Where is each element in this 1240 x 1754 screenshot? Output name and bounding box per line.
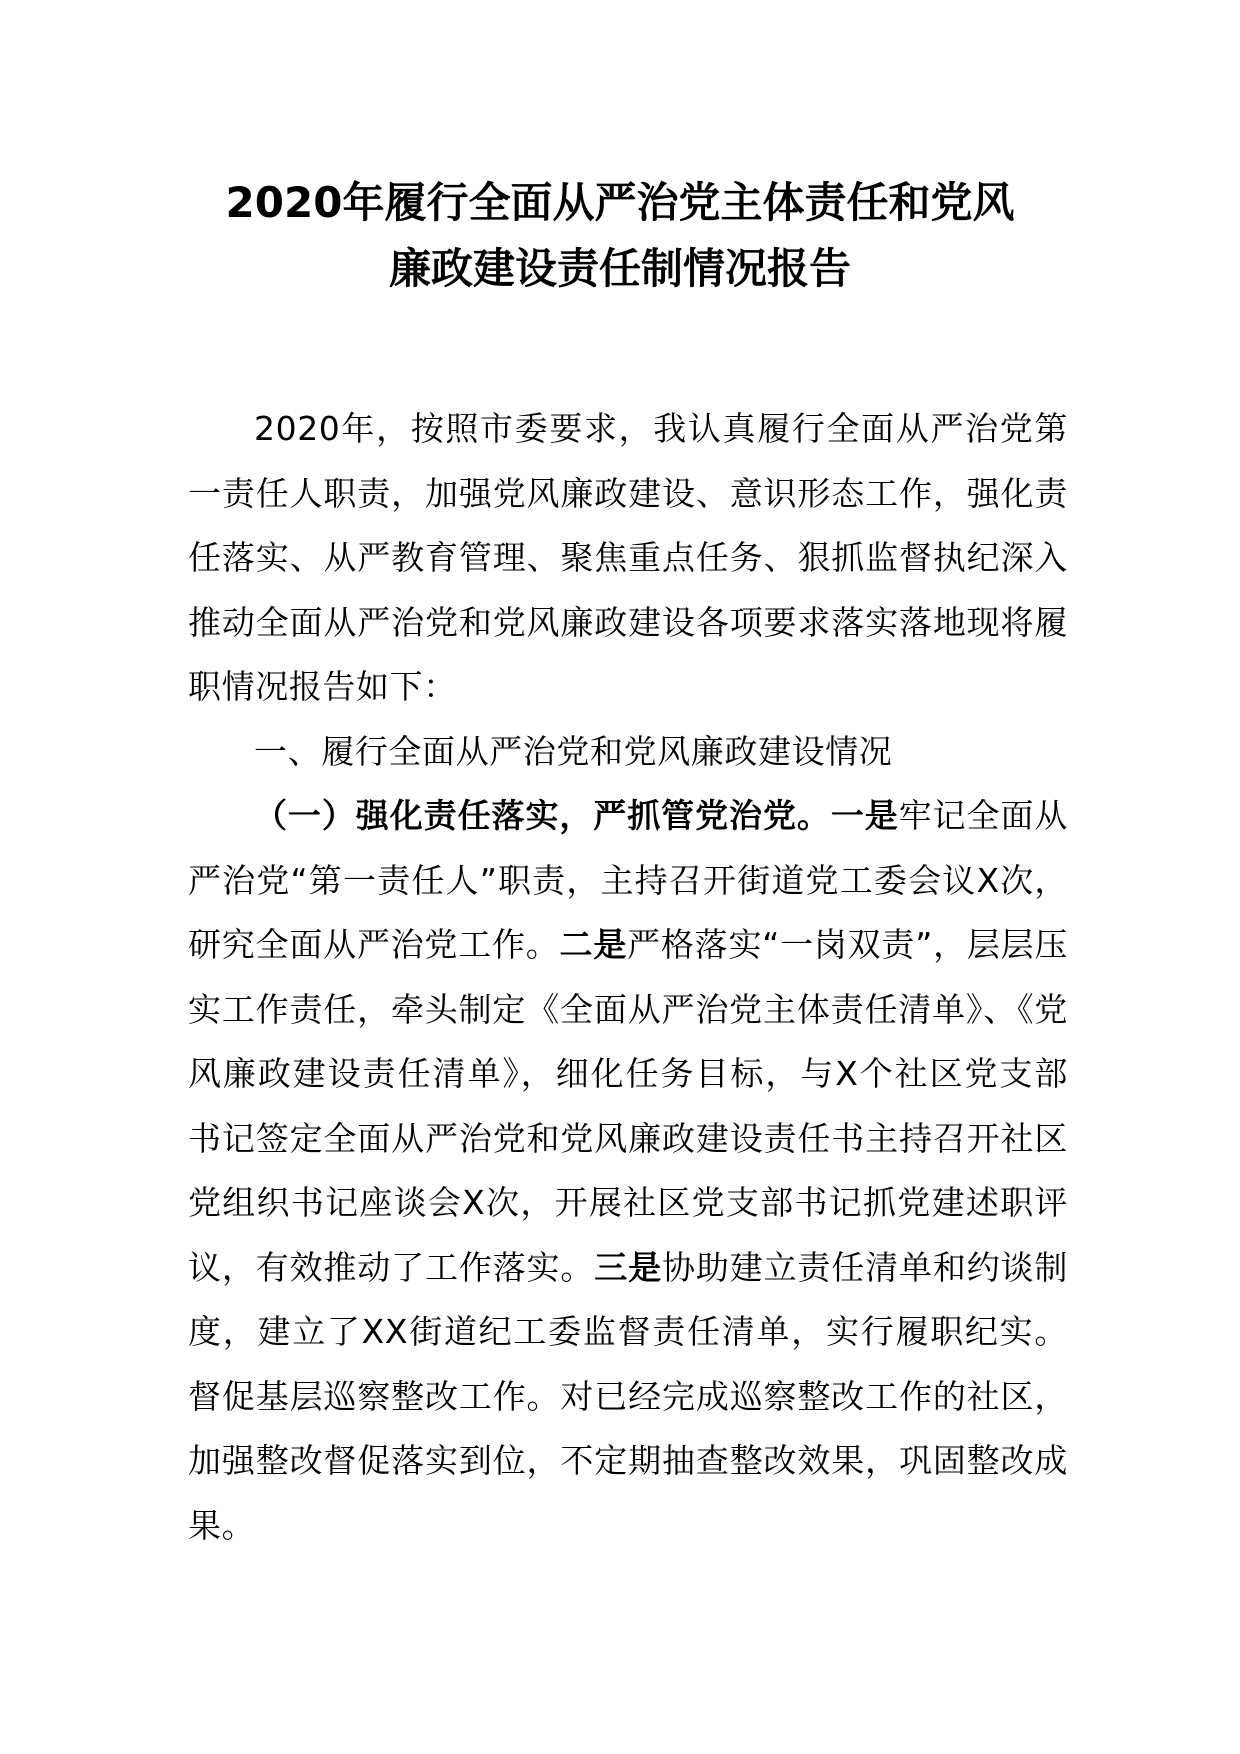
point-1-label: 一是 xyxy=(830,796,899,835)
section-heading-1: 一、履行全面从严治党和党风廉政建设情况 xyxy=(254,731,893,771)
point-3-label: 三是 xyxy=(594,1247,662,1287)
point-1-text: 牢记全面从严治党“第一责任人”职责，主持召开街道党工委会议X次，研究全面从严治党工作。 xyxy=(188,796,1069,964)
intro-paragraph: 2020年，按照市委要求，我认真履行全面从严治党第一责任人职责，加强党风廉政建设、意识形态工作，强化责任落实、从严教育管理、聚焦重点任务、狠抓监督执纪深入推动全面从严治党和党风廉政建设各项要求落实落地现将履职情况报告如下： xyxy=(188,409,1068,706)
title-line-2: 廉政建设责任制情况报告 xyxy=(388,244,851,293)
document-title xyxy=(150,170,1090,302)
point-2-text: 严格落实“一岗双责”，层层压实工作责任，牵头制定《全面从严治党主体责任清单》、《党风廉政建设责任清单》，细化任务目标，与X个社区党支部书记签定全面从严治党和党风廉政建设责任书主持召开社区党组织书记座谈会X次，开展社区党支部书记抓党建述职评议，有效推动了工作落实。 xyxy=(188,925,1068,1287)
subsection-1-paragraph xyxy=(188,784,1068,1558)
subsection-1-lead: （一）强化责任落实，严抓管党治党。 xyxy=(254,796,831,835)
point-3-text: 协助建立责任清单和约谈制度，建立了XX街道纪工委监督责任清单，实行履职纪实。督促基层巡察整改工作。对已经完成巡察整改工作的社区，加强整改督促落实到位，不定期抽查整改效果，巩固整改成果。 xyxy=(188,1247,1069,1545)
title-line-1: 2020年履行全面从严治党主体责任和党风 xyxy=(225,178,1015,227)
document-body xyxy=(188,397,1068,1558)
point-2-label: 二是 xyxy=(559,925,628,964)
